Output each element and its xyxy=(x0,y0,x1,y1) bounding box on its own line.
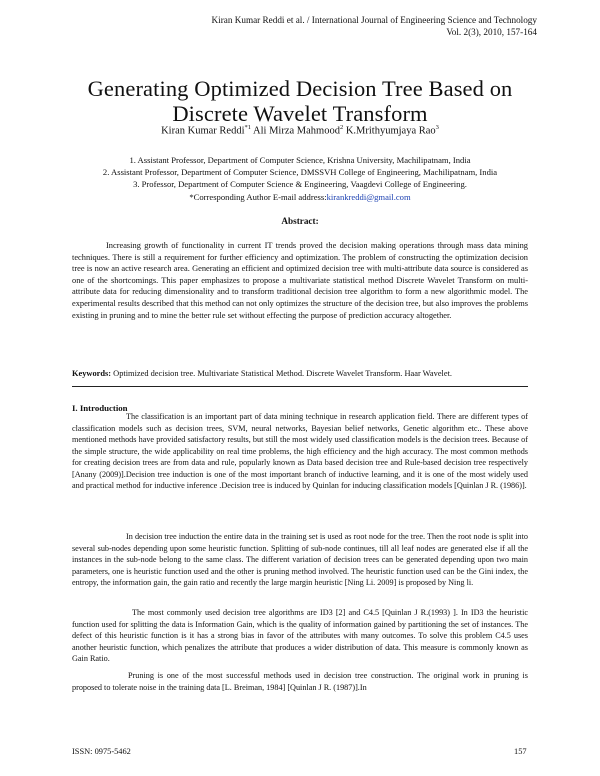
affiliation-3: 3. Professor, Department of Computer Science & Engineering, Vaagdevi College of Engineering. xyxy=(133,179,467,190)
corresponding-label: *Corresponding Author E-mail address: xyxy=(189,191,327,202)
page-number: 157 xyxy=(514,747,527,756)
divider xyxy=(72,386,528,387)
title-line-1: Generating Optimized Decision Tree Based on xyxy=(87,76,513,101)
affiliation-2: 2. Assistant Professor, Department of Computer Science, DMSSVH College of Engineering, Machilipatnam, India xyxy=(102,167,498,178)
affiliations xyxy=(0,154,600,203)
footer-issn: ISSN: 0975-5462 xyxy=(72,747,131,756)
abstract-heading: Abstract: xyxy=(281,216,319,226)
paragraph-4: Pruning is one of the most successful methods used in decision tree construction. The original work in pruning is proposed to tolerate noise in the training data [L. Breiman, 1984] [Quinlan J R. (1987)].In xyxy=(72,671,528,692)
journal-citation: Kiran Kumar Reddi et al. / International Journal of Engineering Science and Technology xyxy=(211,15,537,25)
keywords xyxy=(72,369,532,378)
journal-volume: Vol. 2(3), 2010, 157-164 xyxy=(446,26,537,37)
paper-title xyxy=(0,76,600,126)
section-heading: I. Introduction xyxy=(72,403,128,413)
paragraph-2: In decision tree induction the entire data in the training set is used as root node for the tree. Then the root node is split into several sub-nodes depending upon some heuristic function. Splitting of sub-node continues, till all leaf nodes are generated else if all the instances in the sub-node belong to the same class. The different variation of decision trees can be generated depending upon two main parameters, one is heuristic function used and the other is pruning method involved. The heuristic function used can be the Gini index, the entropy, the information gain, the gain ratio and recently the large margin heuristic [Ning Li. 2009] is proposed by Ning li. xyxy=(72,532,528,588)
email-link[interactable]: kirankreddi@gmail.com xyxy=(326,191,411,202)
abstract-text: Increasing growth of functionality in current IT trends proved the decision making operations through mass data mining techniques. There is still a requirement for further efficiency and optimization. The problem of constructing the optimization decision tree is now an active research area. Generating an efficient and optimized decision tree with multi-attribute data source is considered as one of the shortcomings. This paper emphasizes to propose a multivariate statistical method Discrete Wavelet Transform on multi-attribute data for reducing dimensionality and to transform traditional decision tree algorithm to form a new algorithmic model. The experimental results described that this method can not only optimizes the structure of the decision tree, but also improves the problems existing in pruning and to mine the better rule set without effecting the purpose of prediction accuracy altogether. xyxy=(72,241,528,320)
author-2: Ali Mirza Mahmood xyxy=(253,125,340,137)
affiliation-1: 1. Assistant Professor, Department of Computer Science, Krishna University, Machilipatnam, India xyxy=(129,155,471,165)
paragraph-3: The most commonly used decision tree algorithms are ID3 [2] and C4.5 [Quinlan J R.(1993) ]. In ID3 the heuristic function used for splitting the data is Information Gain, which is the quality of information gained by partitioning the set of instances. The defect of this heuristic function is it has a strong bias in favor of the attributes with many outcomes. To solve this problem C4.5 uses another heuristic function, which penalizes the attribute that produces a wider distribution of data. This measure is commonly known as Gain Ratio. xyxy=(72,608,528,664)
keywords-text: Optimized decision tree. Multivariate Statistical Method. Discrete Wavelet Transform. Haar Wavelet. xyxy=(113,369,452,378)
author-list xyxy=(0,124,600,137)
author-3: K.Mrithyumjaya Rao xyxy=(345,125,436,137)
author-3-marker: 3 xyxy=(435,124,439,131)
author-1-marker: *1 xyxy=(244,124,251,131)
author-2-marker: 2 xyxy=(339,124,344,131)
corresponding-author xyxy=(0,191,600,203)
author-1: Kiran Kumar Reddi xyxy=(161,125,245,137)
title-line-2: Discrete Wavelet Transform xyxy=(172,101,428,126)
paragraph-1: The classification is an important part of data mining technique in research application field. There are different types of classification models such as decision trees, SVM, neural networks, Bayesian belief networks, Genetic algorithm etc.. These above mentioned methods have provided satisfactory results, but still the most widely used classification models is the decision trees. Because of the simple structure, the wide applicability on real time problems, the high efficiency and the high accuracy. The most common methods for creating decision trees are from data and rule, popularly known as Data based decision tree and Rule-based decision tree respectively [Anany (2009)].Decision tree induction is one of the most important branch of inductive learning, and it is one of the most widely used and practical method for inductive inference .Decision tree is induced by Quinlan for inducing classification models [Quinlan J R. (1986)]. xyxy=(72,412,528,491)
journal-header xyxy=(212,15,538,38)
keywords-label: Keywords: xyxy=(72,369,112,378)
